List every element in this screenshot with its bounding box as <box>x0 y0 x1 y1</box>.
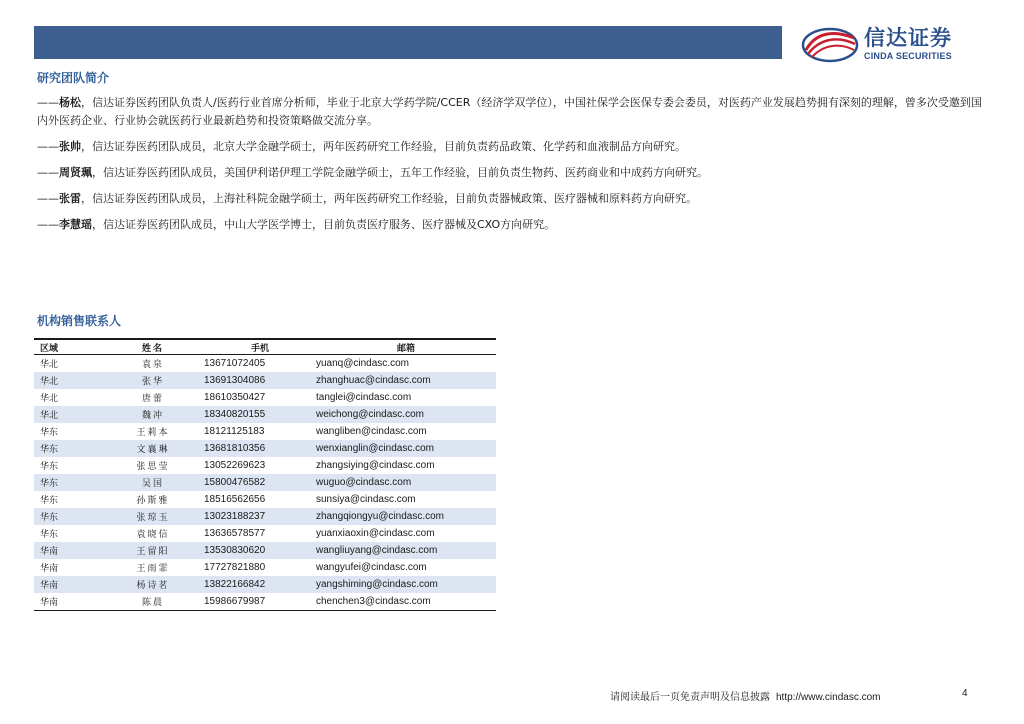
footer-disclaimer: 请阅读最后一页免责声明及信息披露 <box>610 692 770 703</box>
contact-email[interactable]: zhangqiongyu@cindasc.com <box>316 511 445 522</box>
contact-region: 华东 <box>40 479 59 489</box>
contact-phone: 13636578577 <box>204 528 266 539</box>
table-row <box>34 355 496 373</box>
contact-name: 孙斯雅 <box>136 496 170 506</box>
table-row <box>34 423 496 440</box>
team-member-paragraph <box>37 190 987 208</box>
contact-region: 华东 <box>40 462 59 472</box>
team-member-paragraph <box>37 216 987 234</box>
contact-phone: 18121125183 <box>204 426 265 437</box>
contact-name: 张思莹 <box>136 462 170 472</box>
team-member-name: 杨松 <box>59 96 81 109</box>
table-row <box>34 491 496 508</box>
team-member-bio: ，信达证券医药团队成员，中山大学医学博士，目前负责医疗服务、医疗器械及CXO方向研究。 <box>92 218 556 231</box>
team-member-bio: ，信达证券医药团队负责人/医药行业首席分析师，毕业于北京大学药学院/CCER（经济学双学位），中国社保学会医保专委会委员，对医药产业发展趋势拥有深刻的理解，曾多次受邀到国内外医药企业、行业协会就医药行业最新趋势和投资策略做交流分享。 <box>37 96 982 127</box>
team-member-prefix: —— <box>37 166 59 179</box>
contact-name: 吴国 <box>141 479 164 489</box>
contact-name: 陈晨 <box>141 598 164 608</box>
table-row <box>34 542 496 559</box>
table-row <box>34 372 496 389</box>
team-member-bio: ，信达证券医药团队成员，美国伊利诺伊理工学院金融学硕士，五年工作经验，目前负责生物药、医药商业和中成药方向研究。 <box>92 166 708 179</box>
contact-email[interactable]: wangliuyang@cindasc.com <box>316 545 438 556</box>
logo-chinese-name: 信达证券 <box>864 25 952 50</box>
team-intro <box>37 94 987 234</box>
contact-phone: 18340820155 <box>204 409 266 420</box>
team-member-name: 周贤珮 <box>59 166 92 179</box>
contact-name: 杨诗茗 <box>136 581 170 591</box>
team-member-prefix: —— <box>37 96 59 109</box>
contact-email[interactable]: zhangsiying@cindasc.com <box>316 460 435 471</box>
team-member-bio: ，信达证券医药团队成员，上海社科院金融学硕士，两年医药研究工作经验，目前负责器械政策、医疗器械和原料药方向研究。 <box>81 192 697 205</box>
contact-email[interactable]: wangyufei@cindasc.com <box>316 562 427 573</box>
contact-email[interactable]: wuguo@cindasc.com <box>316 477 412 488</box>
team-member-prefix: —— <box>37 218 59 231</box>
table-row <box>34 559 496 576</box>
table-row <box>34 406 496 423</box>
table-row <box>34 457 496 474</box>
contact-email[interactable]: zhanghuac@cindasc.com <box>316 375 431 386</box>
contact-region: 华北 <box>40 411 59 421</box>
contact-phone: 13530830620 <box>204 545 266 556</box>
team-member-name: 李慧瑶 <box>59 218 92 231</box>
contact-phone: 13023188237 <box>204 511 266 522</box>
team-member-paragraph <box>37 138 987 156</box>
header-name: 姓名 <box>141 343 164 354</box>
contact-name: 魏冲 <box>141 411 164 421</box>
contact-email[interactable]: yuanq@cindasc.com <box>316 358 409 369</box>
contact-email[interactable]: yangshiming@cindasc.com <box>316 579 438 590</box>
contact-phone: 18610350427 <box>204 392 266 403</box>
contact-phone: 17727821880 <box>204 562 266 573</box>
contact-region: 华东 <box>40 428 59 438</box>
footer <box>610 688 880 703</box>
team-member-name: 张帅 <box>59 140 81 153</box>
header-email: 邮箱 <box>396 342 415 353</box>
contact-name: 王雨霏 <box>136 564 170 574</box>
team-member-bio: ，信达证券医药团队成员，北京大学金融学硕士，两年医药研究工作经验，目前负责药品政策、化学药和血液制品方向研究。 <box>81 140 686 153</box>
team-member-name: 张雷 <box>59 192 81 205</box>
contact-region: 华东 <box>40 513 59 523</box>
table-row <box>34 525 496 542</box>
contact-phone: 13691304086 <box>204 375 266 386</box>
contact-region: 华东 <box>40 530 59 540</box>
contact-region: 华北 <box>40 360 59 370</box>
logo-english-name: CINDA SECURITIES <box>864 50 952 61</box>
contact-region: 华南 <box>40 581 59 591</box>
contact-email[interactable]: weichong@cindasc.com <box>316 409 424 420</box>
cinda-logo <box>800 24 990 64</box>
contact-region: 华东 <box>40 445 59 455</box>
table-row <box>34 389 496 406</box>
contact-name: 袁泉 <box>141 360 164 370</box>
contact-region: 华东 <box>40 496 59 506</box>
contacts-section-title: 机构销售联系人 <box>37 314 122 328</box>
page-number: 4 <box>962 688 968 699</box>
contact-name: 王莉本 <box>136 428 170 438</box>
header-bar <box>34 26 782 59</box>
footer-url-link[interactable]: http://www.cindasc.com <box>776 692 881 703</box>
contact-region: 华南 <box>40 598 59 608</box>
contact-region: 华北 <box>40 394 59 404</box>
table-row <box>34 576 496 593</box>
contacts-header-row <box>34 339 496 355</box>
contact-name: 张华 <box>141 377 164 387</box>
contact-email[interactable]: yuanxiaoxin@cindasc.com <box>316 528 435 539</box>
contact-region: 华南 <box>40 564 59 574</box>
table-row <box>34 593 496 611</box>
team-member-prefix: —— <box>37 140 59 153</box>
contact-phone: 13052269623 <box>204 460 266 471</box>
contact-phone: 15986679987 <box>204 596 266 607</box>
contact-phone: 18516562656 <box>204 494 266 505</box>
contact-phone: 13822166842 <box>204 579 266 590</box>
contact-phone: 13681810356 <box>204 443 266 454</box>
contact-name: 张琼玉 <box>136 513 170 523</box>
contact-email[interactable]: chenchen3@cindasc.com <box>316 596 431 607</box>
contact-email[interactable]: tanglei@cindasc.com <box>316 392 412 403</box>
table-row <box>34 440 496 457</box>
contact-name: 王留阳 <box>136 547 170 557</box>
team-section-title: 研究团队简介 <box>37 71 110 85</box>
contact-name: 袁晓信 <box>136 530 170 540</box>
table-row <box>34 474 496 491</box>
team-member-paragraph <box>37 164 987 182</box>
team-member-paragraph <box>37 94 987 130</box>
contact-email[interactable]: wenxianglin@cindasc.com <box>316 443 434 454</box>
header-region: 区域 <box>40 343 59 354</box>
contact-region: 华南 <box>40 547 59 557</box>
contact-name: 文襄琳 <box>136 445 170 455</box>
contact-email[interactable]: wangliben@cindasc.com <box>316 426 427 437</box>
header-phone: 手机 <box>250 342 269 353</box>
team-member-prefix: —— <box>37 192 59 205</box>
contact-region: 华北 <box>40 377 59 387</box>
contact-phone: 13671072405 <box>204 358 266 369</box>
table-row <box>34 508 496 525</box>
contact-email[interactable]: sunsiya@cindasc.com <box>316 494 416 505</box>
contact-name: 唐蕾 <box>141 394 164 404</box>
cinda-logo-icon <box>800 24 860 64</box>
contacts-table <box>34 338 496 611</box>
contact-phone: 15800476582 <box>204 477 266 488</box>
